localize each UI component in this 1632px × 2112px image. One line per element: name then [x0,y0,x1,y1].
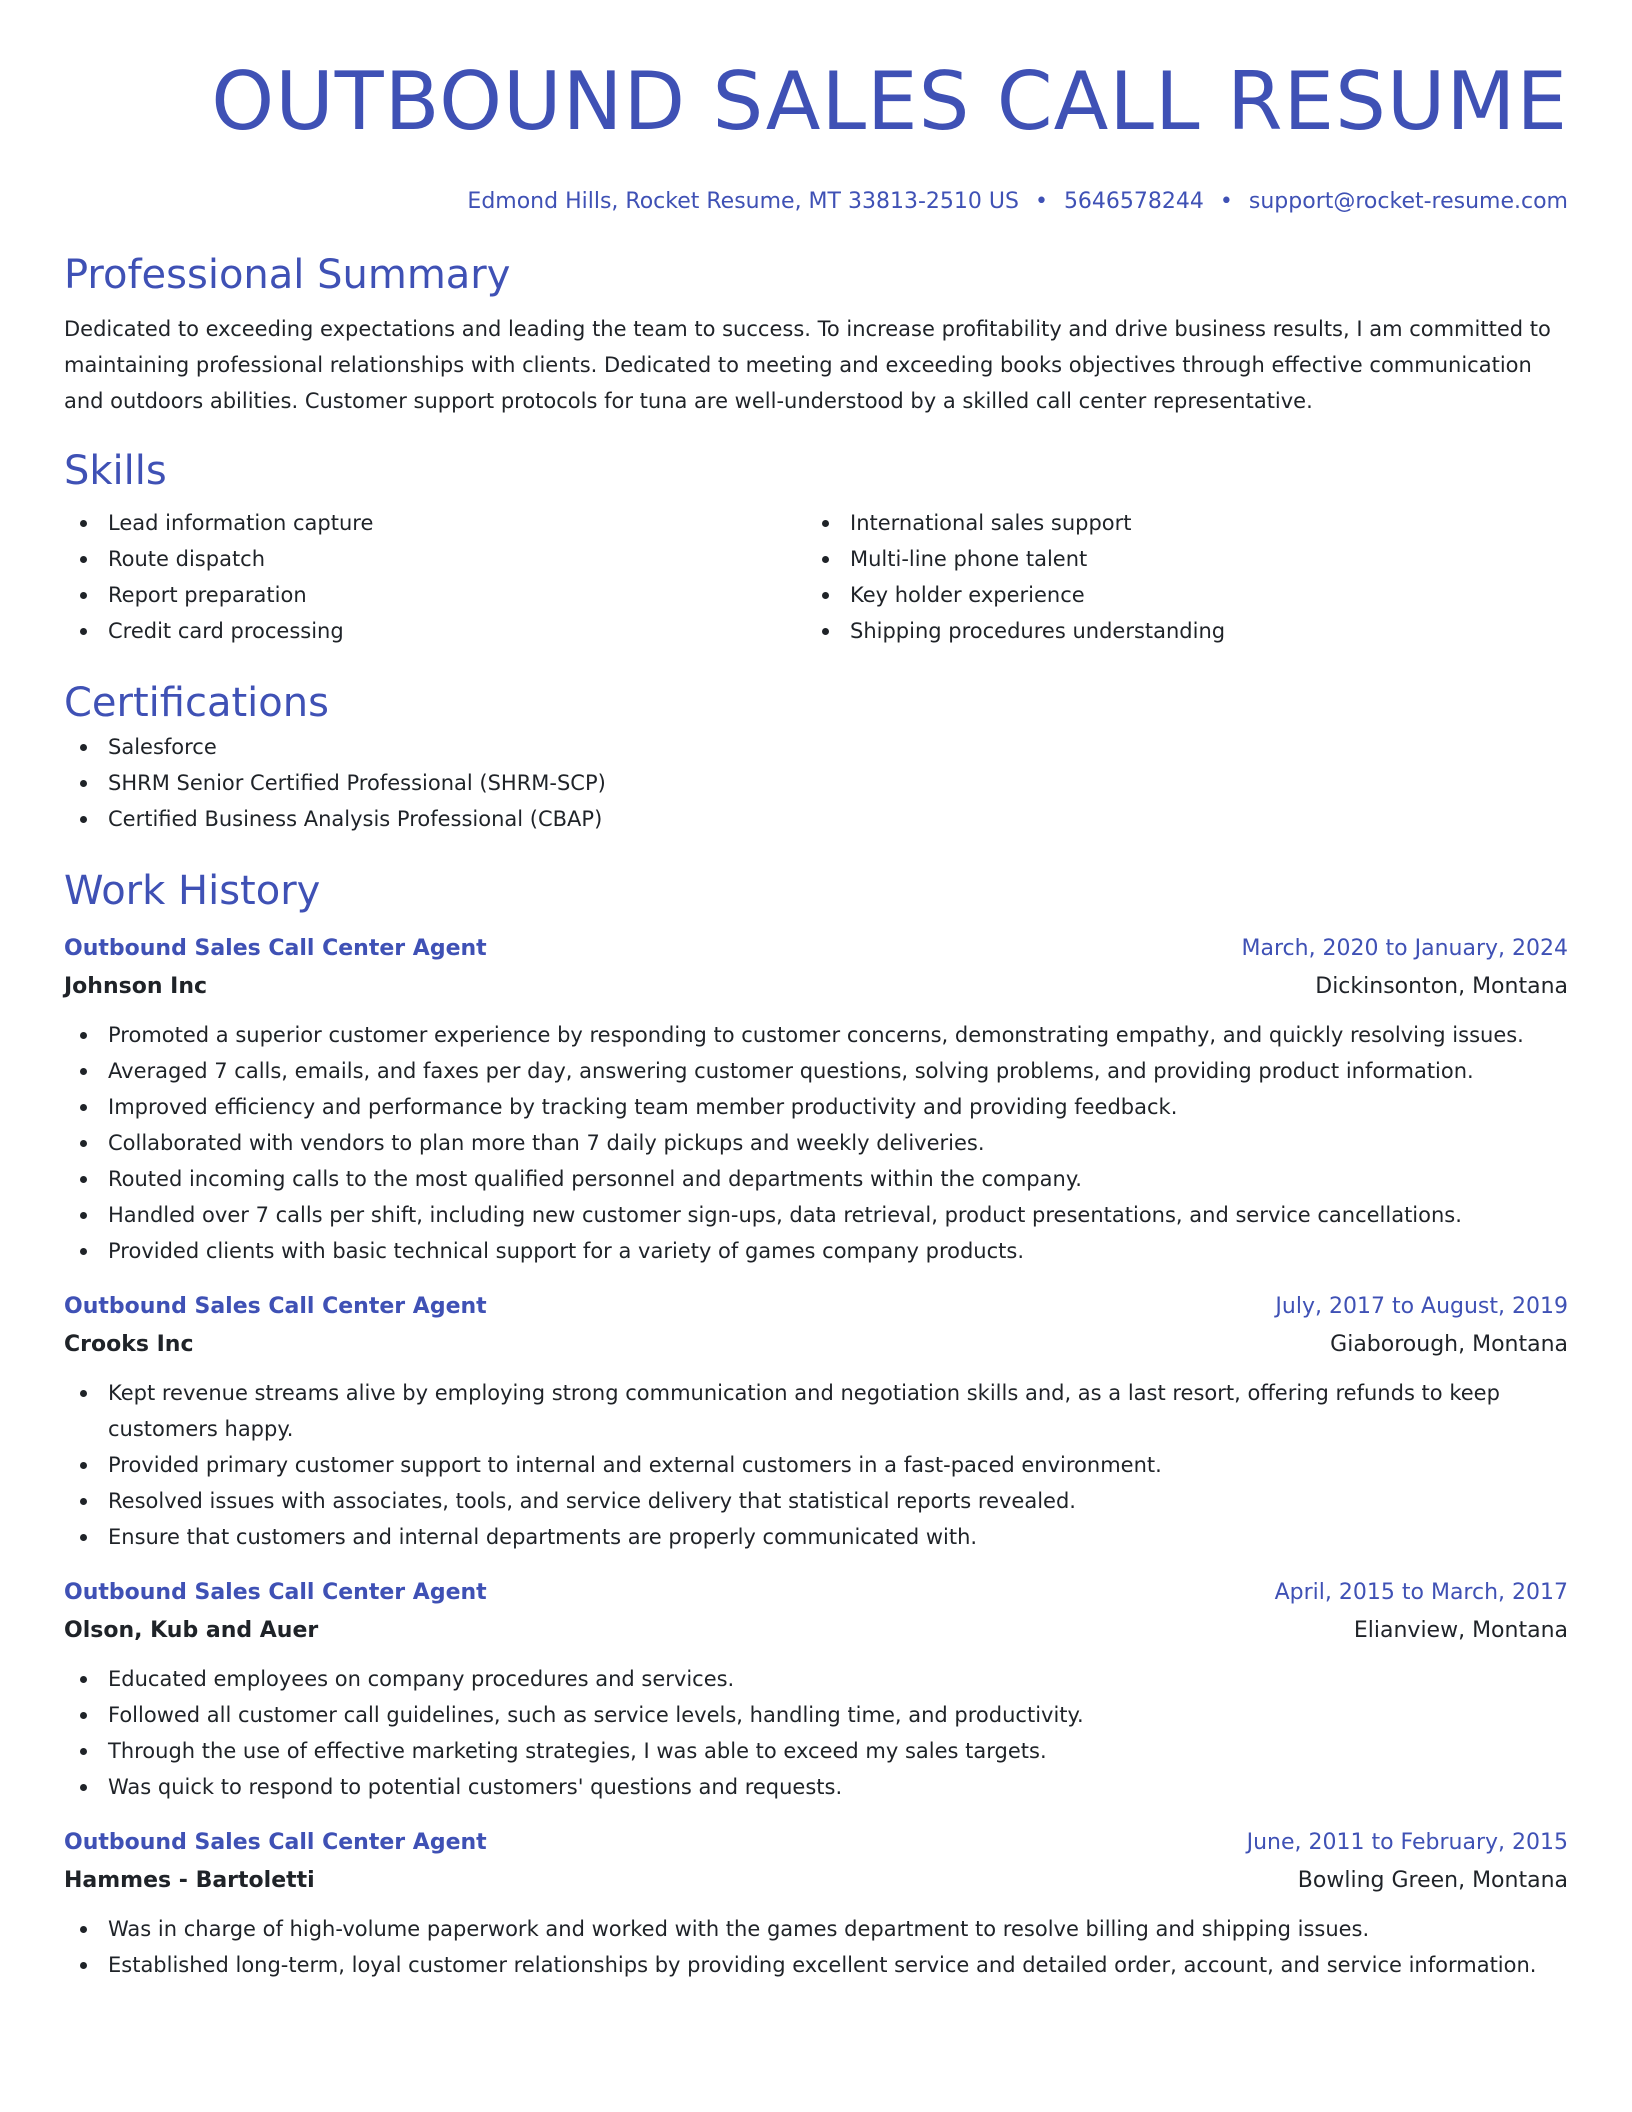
job-entry [64,931,1568,1269]
certification-item: Salesforce [64,729,1568,765]
bullet-icon [80,628,87,635]
summary-section [64,249,1568,419]
job-entry [64,1289,1568,1555]
contact-line [64,187,1568,217]
contact-phone: 5646578244 [1063,189,1204,214]
bullet-icon [80,744,87,751]
job-bullet: Resolved issues with associates, tools, and service delivery that statistical reports revealed. [64,1483,1568,1519]
job-bullet: Averaged 7 calls, emails, and faxes per day, answering customer questions, solving problems, and providing product information. [64,1053,1568,1089]
job-entry [64,1825,1568,1983]
job-bullets [64,1375,1568,1555]
job-dates: June, 2011 to February, 2015 [1246,1830,1568,1855]
bullet-icon [80,556,87,563]
job-dates: July, 2017 to August, 2019 [1275,1294,1568,1319]
bullet-icon [822,592,829,599]
job-header-row [64,1289,1568,1325]
job-bullets [64,1017,1568,1269]
summary-heading: Professional Summary [64,252,511,298]
skill-item: Report preparation [64,577,806,613]
job-header-row [64,1825,1568,1861]
bullet-icon [822,520,829,527]
certifications-list [64,729,1568,837]
certifications-section [64,677,1568,837]
job-entry [64,1575,1568,1805]
job-title: Outbound Sales Call Center Agent [64,1294,487,1319]
job-title: Outbound Sales Call Center Agent [64,936,487,961]
skills-list-left [64,505,806,649]
job-title: Outbound Sales Call Center Agent [64,1580,487,1605]
job-bullet: Handled over 7 calls per shift, including new customer sign-ups, data retrieval, product presentations, and service cancellations. [64,1197,1568,1233]
job-bullet: Was quick to respond to potential customers' questions and requests. [64,1769,1568,1805]
job-dates: April, 2015 to March, 2017 [1274,1580,1568,1605]
job-company-row [64,967,1568,1007]
job-bullets [64,1911,1568,1983]
job-company: Hammes - Bartoletti [64,1868,315,1893]
job-company-row [64,1325,1568,1365]
skills-heading: Skills [64,448,167,494]
skills-list-right [806,505,1548,649]
bullet-icon [80,780,87,787]
bullet-icon [80,1712,87,1719]
bullet-icon [80,1104,87,1111]
job-bullet: Through the use of effective marketing strategies, I was able to exceed my sales targets. [64,1733,1568,1769]
job-header-row [64,1575,1568,1611]
skills-column-right [806,505,1548,649]
contact-separator: • [1034,189,1048,214]
skill-item: Lead information capture [64,505,806,541]
bullet-icon [80,816,87,823]
bullet-icon [80,1926,87,1933]
job-bullet: Routed incoming calls to the most qualified personnel and departments within the company. [64,1161,1568,1197]
job-bullet: Established long-term, loyal customer relationships by providing excellent service and detailed order, account, and service information. [64,1947,1568,1983]
job-bullet: Educated employees on company procedures and services. [64,1661,1568,1697]
bullet-icon [80,1498,87,1505]
job-bullet: Followed all customer call guidelines, such as service levels, handling time, and productivity. [64,1697,1568,1733]
job-company-row [64,1611,1568,1651]
bullet-icon [80,1784,87,1791]
bullet-icon [822,556,829,563]
job-bullet: Ensure that customers and internal departments are properly communicated with. [64,1519,1568,1555]
work-history-heading: Work History [64,868,321,914]
certification-item: SHRM Senior Certified Professional (SHRM-SCP) [64,765,1568,801]
job-company: Johnson Inc [64,974,208,999]
bullet-icon [80,1212,87,1219]
job-title: Outbound Sales Call Center Agent [64,1830,487,1855]
skill-item: Credit card processing [64,613,806,649]
skills-column-left [64,505,806,649]
job-location: Elianview, Montana [1353,1618,1568,1643]
bullet-icon [822,628,829,635]
certifications-heading: Certifications [64,680,329,726]
job-location: Dickinsonton, Montana [1315,974,1568,999]
job-bullet: Was in charge of high-volume paperwork and worked with the games department to resolve billing and shipping issues. [64,1911,1568,1947]
job-company: Olson, Kub and Auer [64,1618,319,1643]
contact-address: Edmond Hills, Rocket Resume, MT 33813-2510 US [467,189,1019,214]
skill-item: International sales support [806,505,1548,541]
bullet-icon [80,1176,87,1183]
bullet-icon [80,1748,87,1755]
bullet-icon [80,592,87,599]
bullet-icon [80,1462,87,1469]
job-bullet: Provided clients with basic technical support for a variety of games company products. [64,1233,1568,1269]
bullet-icon [80,1068,87,1075]
bullet-icon [80,1032,87,1039]
job-header-row [64,931,1568,967]
resume-title: OUTBOUND SALES CALL RESUME [211,55,1568,148]
bullet-icon [80,1962,87,1969]
job-company: Crooks Inc [64,1332,194,1357]
skill-item: Key holder experience [806,577,1548,613]
bullet-icon [80,1248,87,1255]
job-location: Bowling Green, Montana [1297,1868,1568,1893]
bullet-icon [80,1140,87,1147]
work-history-section [64,865,1568,1983]
job-dates: March, 2020 to January, 2024 [1241,936,1568,961]
skill-item: Route dispatch [64,541,806,577]
job-company-row [64,1861,1568,1901]
job-bullet: Collaborated with vendors to plan more than 7 daily pickups and weekly deliveries. [64,1125,1568,1161]
job-bullet: Provided primary customer support to internal and external customers in a fast-paced environment. [64,1447,1568,1483]
summary-text: Dedicated to exceeding expectations and leading the team to success. To increase profitability and drive business results, I am committed to maintaining professional relationships with clients. Dedicated to meeting and exceeding books objectives through effective communication and outdoors abilities. Customer support protocols for tuna are well-understood by a skilled call center representative. [64,317,1551,413]
bullet-icon [80,1390,87,1397]
bullet-icon [80,1676,87,1683]
job-bullet: Improved efficiency and performance by tracking team member productivity and providing feedback. [64,1089,1568,1125]
skill-item: Multi-line phone talent [806,541,1548,577]
bullet-icon [80,1534,87,1541]
bullet-icon [80,520,87,527]
job-bullets [64,1661,1568,1805]
job-bullet: Promoted a superior customer experience by responding to customer concerns, demonstrating empathy, and quickly resolving issues. [64,1017,1568,1053]
skills-grid [64,505,1568,649]
contact-separator: • [1219,189,1233,214]
job-bullet: Kept revenue streams alive by employing strong communication and negotiation skills and, as a last resort, offering refunds to keep customers happy. [64,1375,1568,1447]
skill-item: Shipping procedures understanding [806,613,1548,649]
certification-item: Certified Business Analysis Professional (CBAP) [64,801,1568,837]
contact-email: support@rocket-resume.com [1248,189,1568,214]
skills-section [64,445,1568,649]
job-location: Giaborough, Montana [1330,1332,1568,1357]
